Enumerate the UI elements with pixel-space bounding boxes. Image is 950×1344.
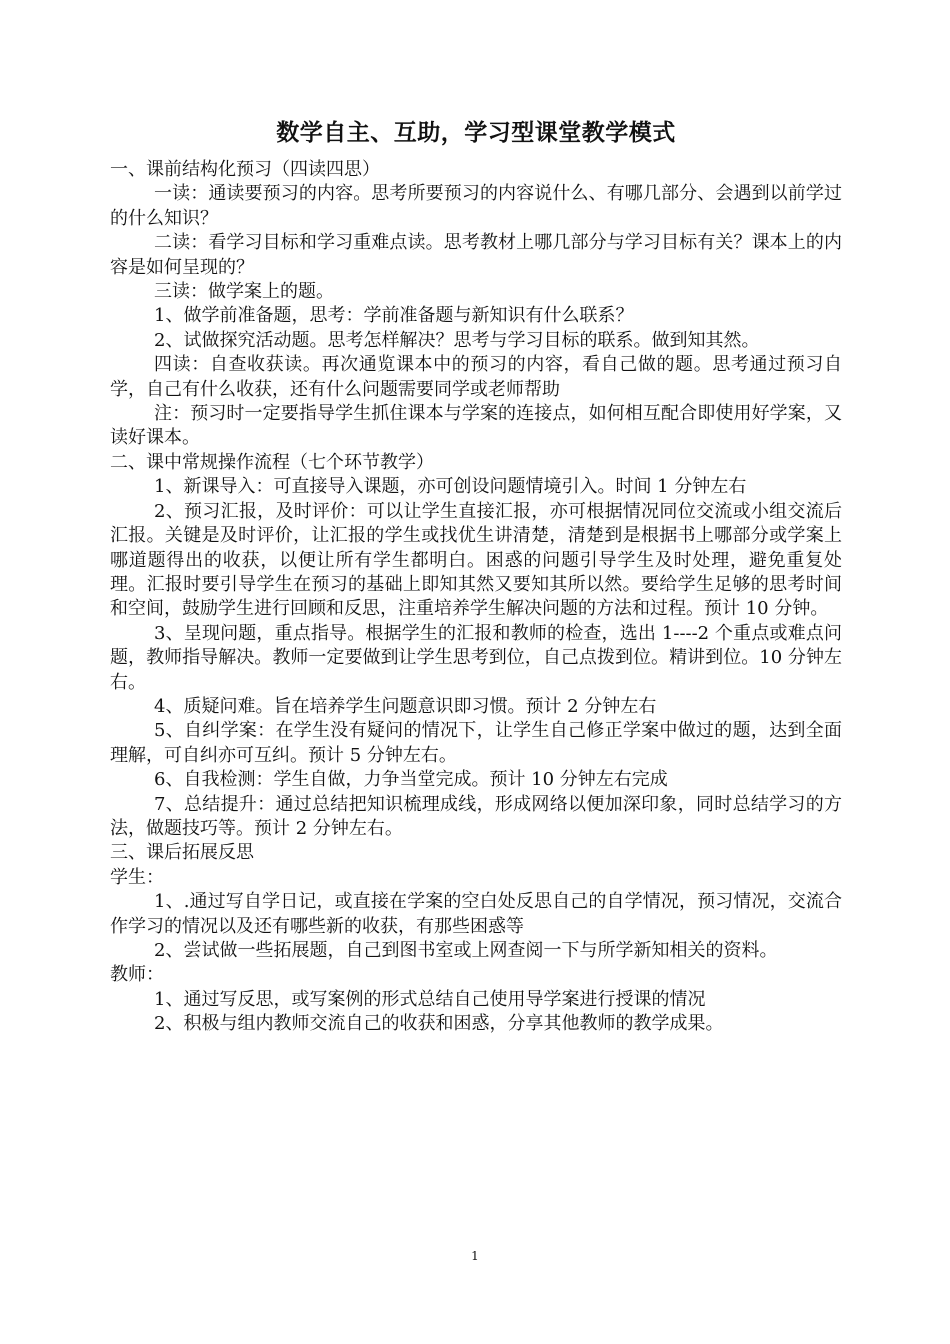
body-paragraph: 7、总结提升：通过总结把知识梳理成线，形成网络以便加深印象，同时总结学习的方法，做题技巧等。预计 2 分钟左右。 (110, 793, 842, 839)
body-paragraph: 4、质疑问难。旨在培养学生问题意识即习惯。预计 2 分钟左右 (154, 695, 657, 717)
body-paragraph: 3、呈现问题，重点指导。根据学生的汇报和教师的检查，选出 1----2 个重点或难点问题，教师指导解决。教师一定要做到让学生思考到位，自己点拨到位。精讲到位。10 分钟左右。 (110, 622, 842, 693)
body-paragraph: 注：预习时一定要指导学生抓住课本与学案的连接点，如何相互配合即使用好学案，又读好课本。 (110, 403, 842, 449)
body-paragraph: 2、尝试做一些拓展题，自己到图书室或上网查阅一下与所学新知相关的资料。 (154, 940, 778, 961)
body-paragraph: 一读：通读要预习的内容。思考所要预习的内容说什么、有哪几部分、会遇到以前学过的什么知识？ (110, 183, 842, 229)
body-paragraph: 2、积极与组内教师交流自己的收获和困惑，分享其他教师的教学成果。 (154, 1013, 724, 1035)
page-number: 1 (471, 1249, 479, 1263)
body-paragraph: 1、做学前准备题，思考：学前准备题与新知识有什么联系？ (154, 305, 634, 327)
body-paragraph: 四读：自查收获读。再次通览课本中的预习的内容，看自己做的题。思考通过预习自学，自己有什么收获，还有什么问题需要同学或老师帮助 (110, 354, 842, 400)
section-heading: 学生： (110, 866, 164, 888)
body-paragraph: 2、试做探究活动题。思考怎样解决？思考与学习目标的联系。做到知其然。 (154, 329, 760, 351)
body-paragraph: 1、.通过写自学日记，或直接在学案的空白处反思自己的自学情况，预习情况，交流合作学习的情况以及还有哪些新的收获，有那些困惑等 (110, 891, 842, 937)
document-title: 数学自主、互助，学习型课堂教学模式 (276, 119, 676, 146)
body-paragraph: 三读：做学案上的题。 (154, 281, 334, 303)
body-paragraph: 5、自纠学案：在学生没有疑问的情况下，让学生自己修正学案中做过的题，达到全面理解，可自纠亦可互纠。预计 5 分钟左右。 (110, 720, 842, 766)
body-paragraph: 2、预习汇报，及时评价：可以让学生直接汇报，亦可根据情况同位交流或小组交流后汇报。关键是及时评价，让汇报的学生或找优生讲清楚，清楚到是根据书上哪部分或学案上哪道题得出的收获，以便让所有学生都明白。困惑的问题引导学生及时处理，避免重复处理。汇报时要引导学生在预习的基础上即知其然又要知其所以然。要给学生足够的思考时间和空间，鼓励学生进行回顾和反思，注重培养学生解决问题的方法和过程。预计 10 分钟。 (110, 500, 842, 620)
document-page (110, 118, 842, 1037)
body-paragraph: 1、新课导入：可直接导入课题，亦可创设问题情境引入。时间 1 分钟左右 (154, 476, 747, 498)
body-paragraph: 二读：看学习目标和学习重难点读。思考教材上哪几部分与学习目标有关？课本上的内容是如何呈现的？ (110, 232, 842, 278)
document-body (110, 158, 842, 1037)
section-heading: 三、课后拓展反思 (110, 842, 254, 864)
body-paragraph: 1、通过写反思，或写案例的形式总结自己使用导学案进行授课的情况 (154, 988, 706, 1010)
section-heading: 一、课前结构化预习（四读四思） (110, 159, 380, 180)
section-heading: 二、课中常规操作流程（七个环节教学） (110, 451, 434, 473)
body-paragraph: 6、自我检测：学生自做，力争当堂完成。预计 10 分钟左右完成 (154, 769, 668, 791)
section-heading: 教师： (110, 964, 164, 986)
